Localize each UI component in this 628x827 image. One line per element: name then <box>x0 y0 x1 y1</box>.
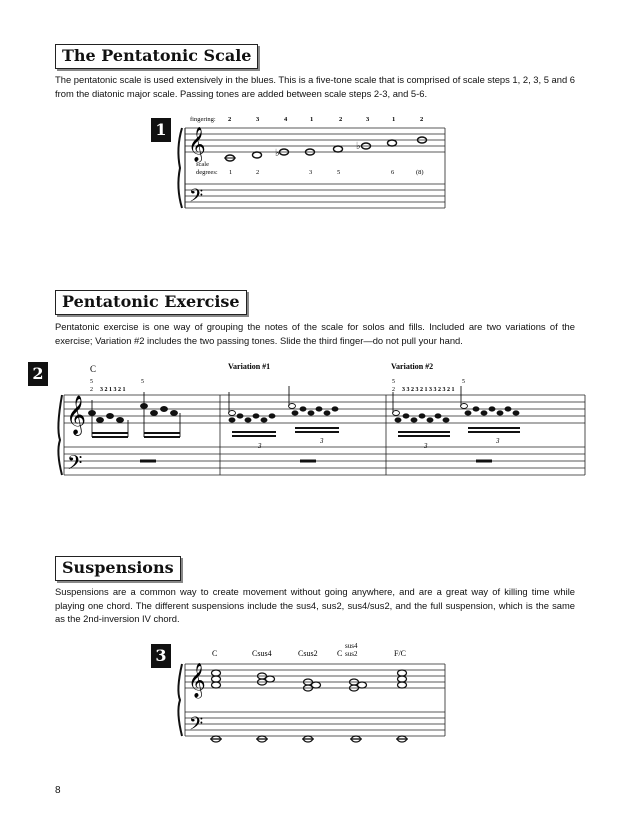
page-number: 8 <box>55 785 61 796</box>
variation-1-label: Variation #1 <box>228 362 271 371</box>
chord-csus4: Csus4 <box>252 649 272 658</box>
treble-clef-icon-3: 𝄞 <box>188 664 206 697</box>
fingering-4: 1 <box>310 116 314 123</box>
fingering-numbers <box>228 116 423 123</box>
pentatonic-paragraph: The pentatonic scale is used extensively in the blues. This is a five-tone scale that is comprised of scale steps 1, 2, 3, 5 and 6 from the diatonic major scale. Passing tones are added between scale steps 2-3, and 5-6. <box>55 74 575 99</box>
example-number-2: 2 <box>28 362 48 386</box>
m3-finger-bottom: 2 <box>392 387 395 393</box>
svg-text:♭: ♭ <box>275 148 280 159</box>
m1-fingering: 3 2 1 3 2 1 <box>100 387 126 393</box>
svg-text:♭: ♭ <box>356 141 361 152</box>
m3-fingering: 3 3 2 3 2 1 3 3 2 3 2 1 <box>402 387 455 393</box>
chord-f-over-c: F/C <box>394 649 407 658</box>
example-number-3: 3 <box>151 644 171 668</box>
fingering-3: 4 <box>284 116 288 123</box>
chord-c: C <box>212 649 218 658</box>
section-heading-pentatonic-exercise: Pentatonic Exercise <box>55 290 247 315</box>
m1-finger-top-2: 5 <box>141 379 144 385</box>
bass-clef-icon: 𝄢 <box>189 185 204 210</box>
bass-clef-icon-3: 𝄢 <box>189 713 204 738</box>
chord-sus2: sus2 <box>345 650 358 658</box>
section-heading-suspensions: Suspensions <box>55 556 181 581</box>
degree-2: 2 <box>256 169 260 176</box>
triplet-mark-4: 3 <box>496 437 500 445</box>
fingering-8: 2 <box>420 116 424 123</box>
degree-8: (8) <box>416 169 424 176</box>
fingering-1: 2 <box>228 116 232 123</box>
degree-1: 1 <box>229 169 233 176</box>
fingering-label: fingering: <box>190 116 216 123</box>
degrees-label: degrees: <box>196 169 218 176</box>
example-number-1: 1 <box>151 118 171 142</box>
chord-sus4: sus4 <box>345 642 358 650</box>
m1-finger-top: 5 <box>90 379 93 385</box>
m1-finger-bottom: 2 <box>90 387 93 393</box>
degree-5: 5 <box>337 169 341 176</box>
triplet-mark-1: 3 <box>258 442 262 450</box>
m3-finger-top-2: 5 <box>462 379 465 385</box>
chord-csus2: Csus2 <box>298 649 318 658</box>
triplet-mark-3: 3 <box>424 442 428 450</box>
treble-clef-icon: 𝄞 <box>188 128 206 161</box>
bass-clef-icon-2: 𝄢 <box>67 453 83 479</box>
fingering-2: 3 <box>256 116 260 123</box>
chord-c-sus4-sus2: C <box>337 649 343 658</box>
section-heading-pentatonic-scale: The Pentatonic Scale <box>55 44 258 69</box>
fingering-6: 3 <box>366 116 370 123</box>
m3-finger-top: 5 <box>392 379 395 385</box>
degree-3: 3 <box>309 169 313 176</box>
triplet-mark-2: 3 <box>320 437 324 445</box>
suspensions-paragraph: Suspensions are a common way to create movement without going anywhere, and are a great way of killing time while playing one chord. The different suspensions include the sus4, sus2, sus4/sus2, and the full suspension, which is the same as the 2nd-inversion IV chord. <box>55 586 575 624</box>
fingering-5: 2 <box>339 116 343 123</box>
variation-2-label: Variation #2 <box>391 362 434 371</box>
degree-6: 6 <box>391 169 395 176</box>
exercise-paragraph: Pentatonic exercise is one way of grouping the notes of the scale for solos and fills. Included are two variations of the exercise; Variation #2 includes the two passing tones. Slide the third finger—do not pull your hand. <box>55 321 575 346</box>
chord-symbol-c: C <box>90 364 97 374</box>
fingering-7: 1 <box>392 116 396 123</box>
treble-clef-icon-2: 𝄞 <box>66 397 87 434</box>
scale-label: scale <box>196 161 209 168</box>
